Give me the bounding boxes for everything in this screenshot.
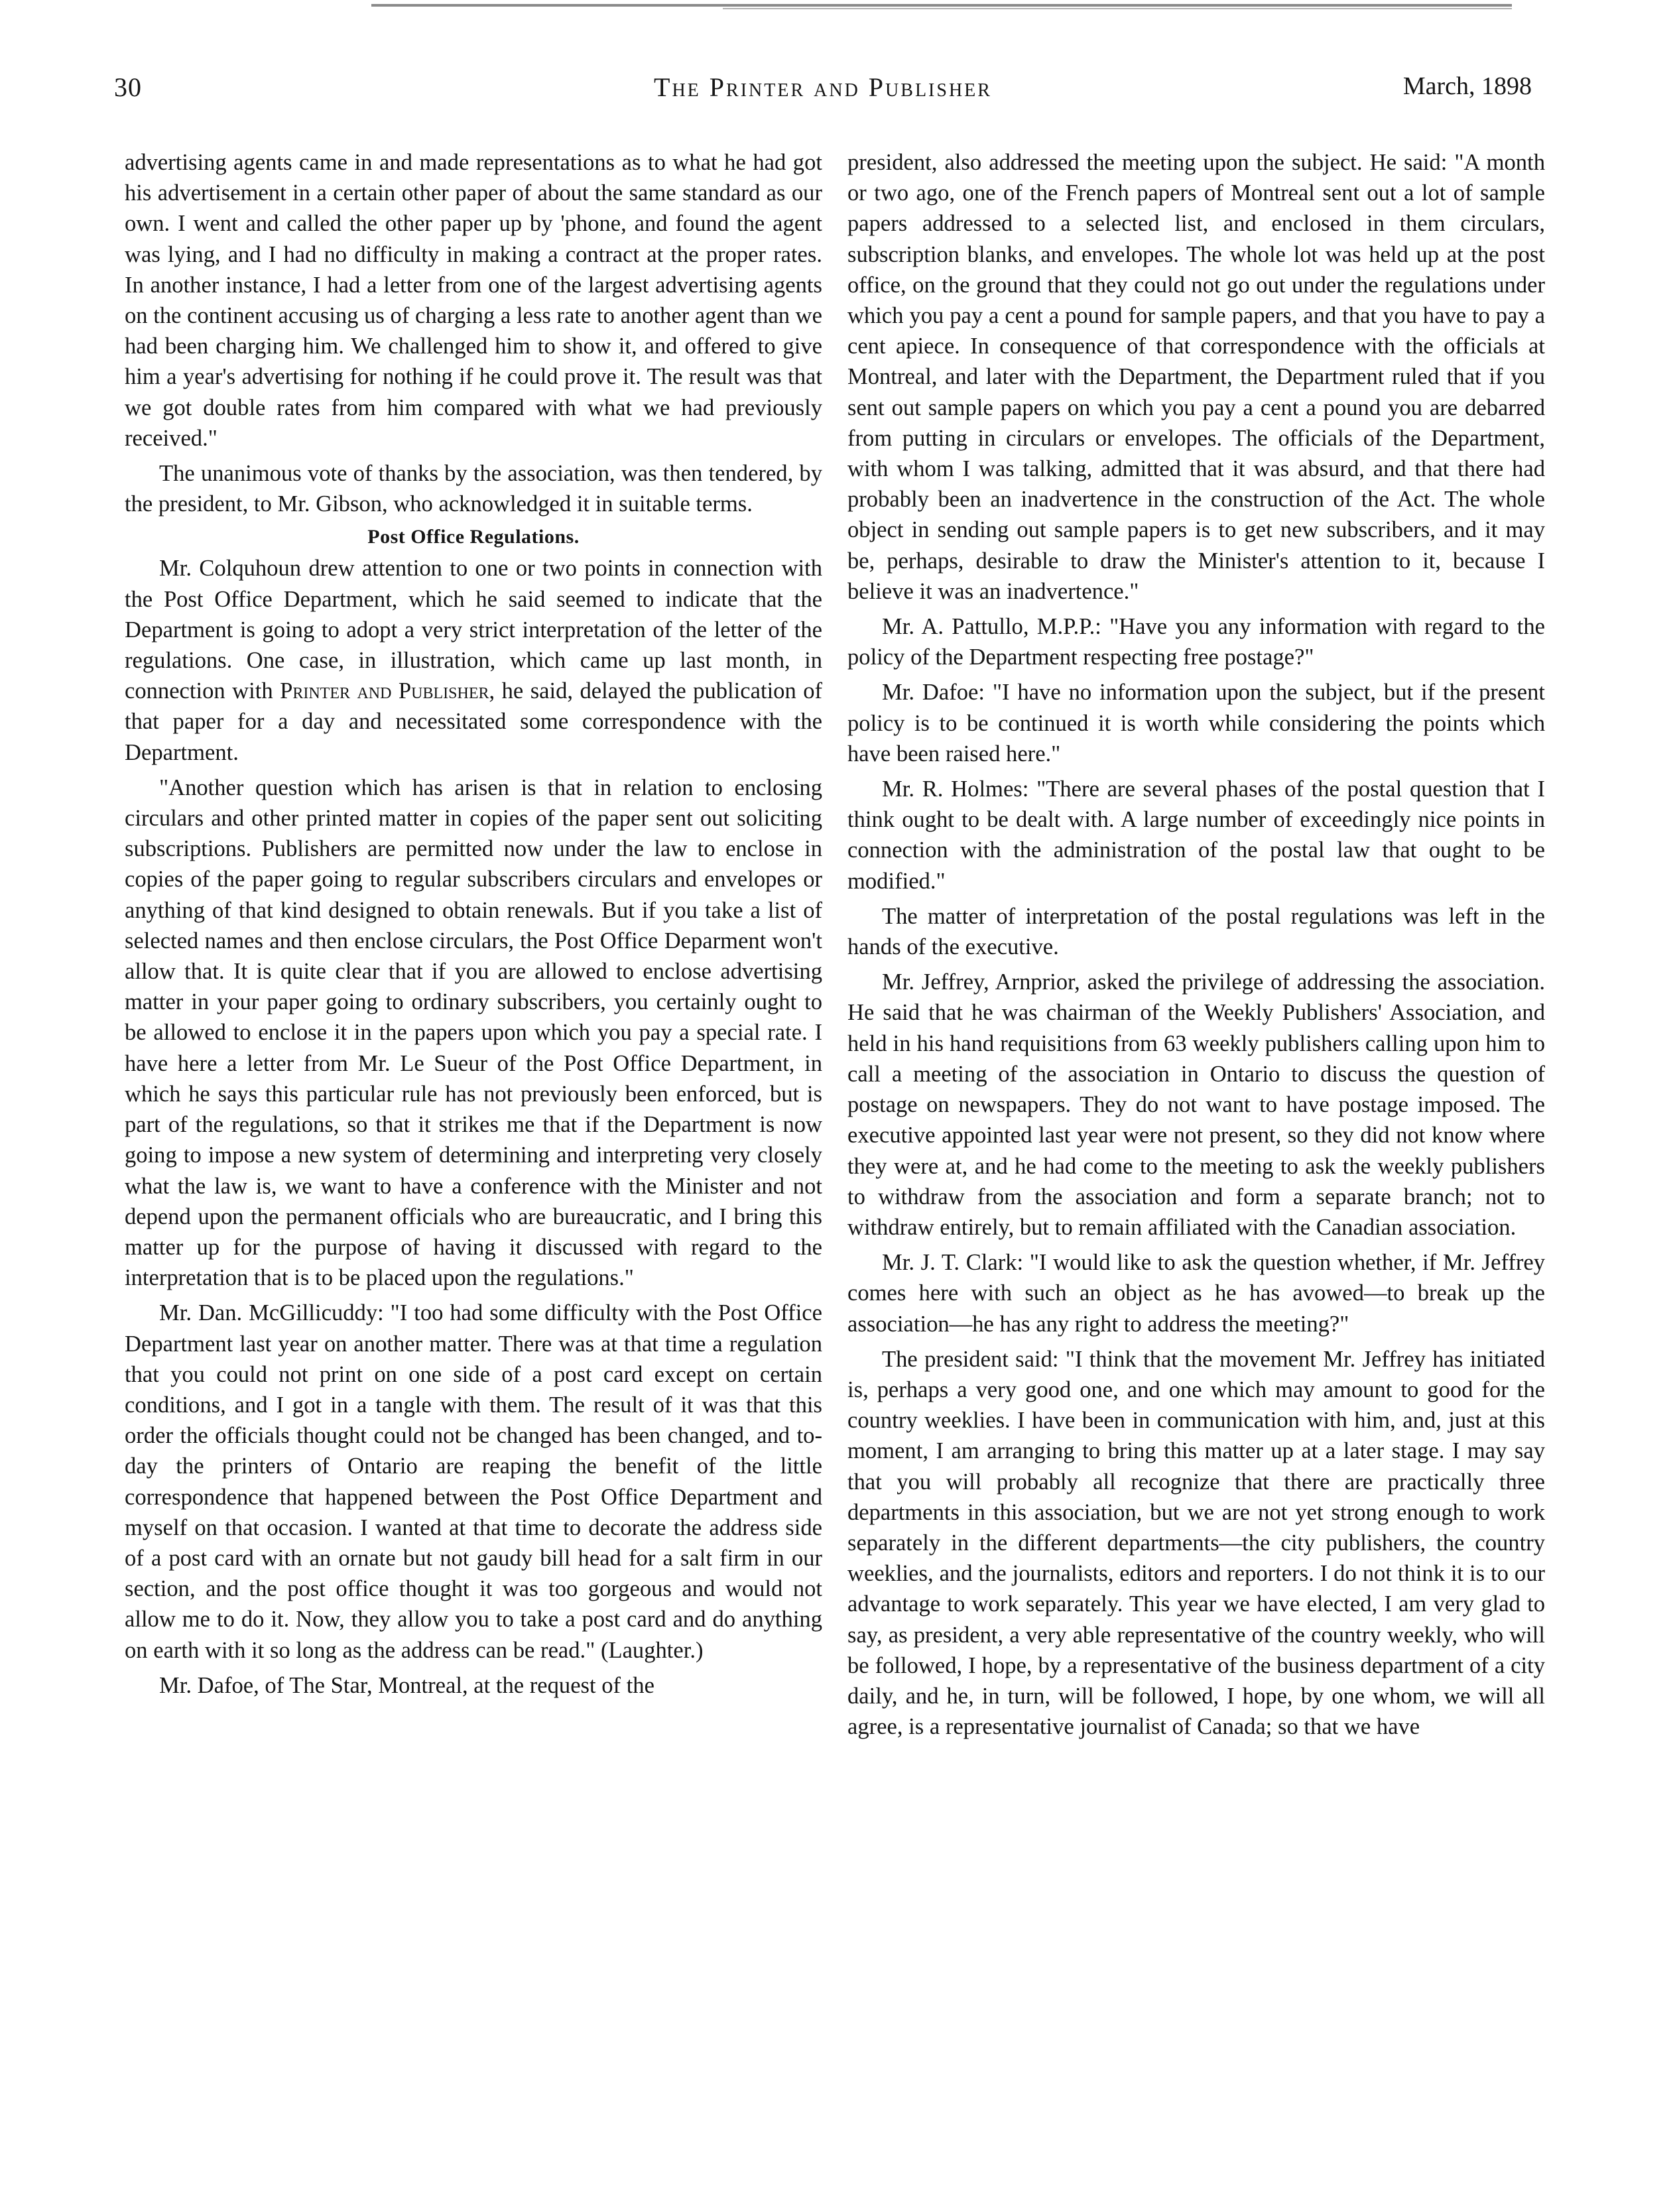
page-header — [114, 72, 1532, 114]
journal-title: The Printer and Publisher — [654, 72, 992, 102]
paragraph: The president said: "I think that the movement Mr. Jeffrey has initiated is, perhaps a very good one, and one which may amount to good for the country weeklies. I have been in communication with him, and, just at this moment, I am arranging to bring this matter up at a later stage. I may say that you will probably all recognize that there are practically three departments in this association, but we are not yet strong enough to work separately in the different departments—the city publishers, the country weeklies, and the journalists, editors and reporters. I do not think it is to our advantage to work separately. This year we have elected, I am very glad to say, as president, a very able representative of the country weekly, who will be followed, I hope, by a representative of the business department of a city daily, and he, in turn, will be followed, I hope, by one whom, we will all agree, is a representative journalist of Canada; so that we have — [847, 1346, 1545, 1740]
top-border-rule-secondary — [723, 8, 1512, 9]
section-subheading: Post Office Regulations. — [367, 526, 580, 548]
paragraph: Mr. Dan. McGillicuddy: "I too had some difficulty with the Post Office Department last year on another matter. There was at that time a regulation that you could not print on one side of a post card except on certain conditions, and I got in a tangle with them. The result of it was that this order the officials thought could not be changed has been changed, and to-day the printers of Ontario are reaping the benefit of the little correspondence that happened between the Post Office Department and myself on that occasion. I wanted at that time to decorate the address side of a post card with an ornate but not gaudy bill head for a salt firm in our section, and the post office thought it was too gorgeous and would not allow me to do it. Now, they allow you to take a post card and do anything on earth with it so long as the address can be read." (Laughter.) — [125, 1300, 822, 1663]
paragraph-text: , he said, delayed the publication of that paper for a day and necessitated some correspondence with the Department. — [125, 678, 823, 765]
issue-date: March, 1898 — [1402, 72, 1532, 100]
paragraph: Mr. Dafoe, of The Star, Montreal, at the request of the — [159, 1672, 654, 1698]
top-border-rule — [371, 4, 1512, 7]
paragraph — [125, 553, 822, 767]
paragraph: "Another question which has arisen is that in relation to enclosing circulars and other printed matter in copies of the paper sent out soliciting subscriptions. Publishers are permitted now under the law to enclose in copies of the paper going to regular subscribers circulars and envelopes or anything of that kind designed to obtain renewals. But if you take a list of selected names and then enclose circulars, the Post Office Deparment won't allow that. It is quite clear that if you are allowed to enclose advertising matter in your paper going to ordinary subscribers, you certainly ought to be allowed to enclose it in the papers upon which you pay a special rate. I have here a letter from Mr. Le Sueur of the Post Office Department, in which he says this particular rule has not previously been enforced, but is part of the regulations, so that it strikes me that if the Department is now going to impose a new system of determining and interpreting very closely what the law is, we want to have a conference with the Minister and not depend upon the permanent officials who are bureaucratic, and I bring this matter up for the purpose of having it discussed with regard to the interpretation that is to be placed upon the regulations." — [125, 774, 822, 1291]
paragraph: Mr. Jeffrey, Arnprior, asked the privilege of addressing the association. He said that he was chairman of the Weekly Publishers' Association, and held in his hand requisitions from 63 weekly publishers calling upon him to call a meeting of the association in Ontario to discuss the question of postage on newspapers. They do not want to have postage imposed. The executive appointed last year were not present, so they did not know where they were at, and he had come to the meeting to ask the weekly publishers to withdraw from the association and form a separate branch; not to withdraw entirely, but to remain affiliated with the Canadian association. — [847, 969, 1545, 1240]
paragraph: advertising agents came in and made representations as to what he had got his advertisement in a certain other paper of about the same standard as our own. I went and called the other paper up by 'phone, and found the agent was lying, and I had no difficulty in making a contract at the proper rates. In another instance, I had a letter from one of the largest advertising agents on the continent accusing us of charging a less rate to another agent than we had been charging him. We challenged him to show it, and offered to give him a year's advertising for nothing if he could prove it. The result was that we got double rates from him compared with what we had previously received." — [125, 150, 822, 451]
paragraph: president, also addressed the meeting upon the subject. He said: "A month or two ago, one of the French papers of Montreal sent out a lot of sample papers addressed to a selected list, and enclosed in them circulars, subscription blanks, and envelopes. The whole lot was held up at the post office, on the ground that they could not go out under the regulations under which you pay a cent a pound for sample papers, and that you have to pay a cent apiece. In consequence of that correspondence with the officials at Montreal, and later with the Department, the Department ruled that if you sent out sample papers on which you pay a cent a pound you are debarred from putting in circulars or envelopes. The officials of the Department, with whom I was talking, admitted that it was absurd, and that there had probably been an inadvertence in the construction of the Act. The whole object in sending out sample papers is to get new subscribers, and it may be, perhaps, desirable to draw the Minister's attention to it, because I believe it was an inadvertence." — [847, 150, 1545, 604]
page-number: 30 — [114, 72, 142, 102]
paragraph: Mr. A. Pattullo, M.P.P.: "Have you any information with regard to the policy of the Department respecting free postage?" — [847, 614, 1545, 670]
paragraph: Mr. R. Holmes: "There are several phases of the postal question that I think ought to be dealt with. A large number of exceedingly nice points in connection with the administration of the postal law that ought to be modified." — [847, 776, 1545, 894]
publication-name: Printer and Publisher — [280, 678, 489, 704]
paragraph: The matter of interpretation of the postal regulations was left in the hands of the executive. — [847, 903, 1545, 960]
paragraph-text: Mr. Colquhoun drew attention to one or two points in connection with the Post Office Department, which he said seemed to indicate that the Department is going to adopt a very strict interpretation of the letter of the regulations. One case, in illustration, which came up last month, in connection with — [125, 556, 822, 704]
paragraph: Mr. J. T. Clark: "I would like to ask the question whether, if Mr. Jeffrey comes here with such an object as he has avowed—to break up the association—he has any right to address the meeting?" — [847, 1250, 1545, 1337]
right-column — [847, 147, 1545, 1747]
paragraph: The unanimous vote of thanks by the association, was then tendered, by the president, to Mr. Gibson, who acknowledged it in suitable terms. — [125, 461, 822, 517]
paragraph: Mr. Dafoe: "I have no information upon the subject, but if the present policy is to be continued it is worth while considering the points which have been raised here." — [847, 680, 1545, 767]
left-column — [125, 147, 822, 1705]
